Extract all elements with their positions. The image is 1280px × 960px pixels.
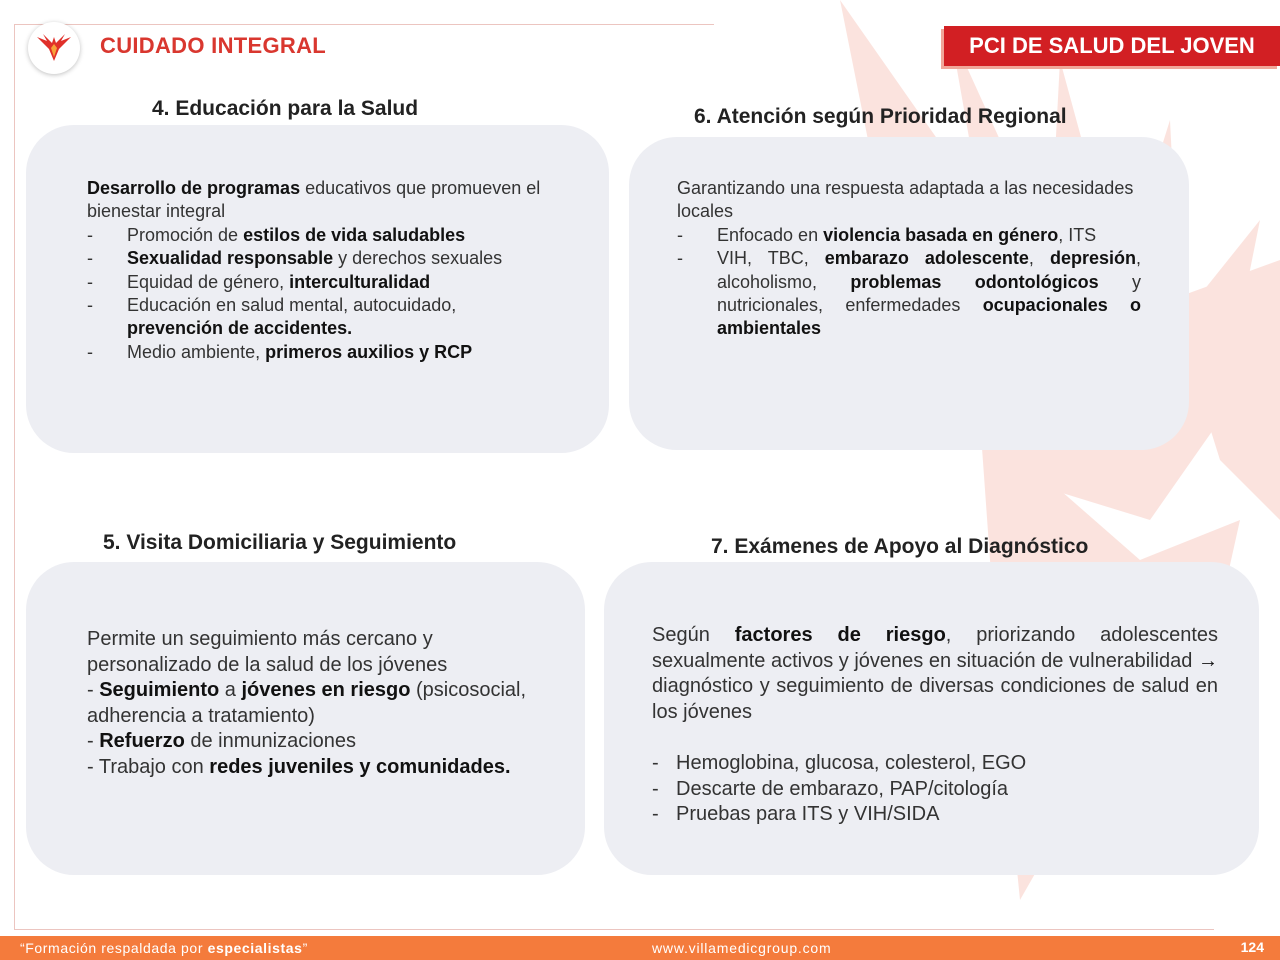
list-item: - Hemoglobina, glucosa, colesterol, EGO [652,751,1027,774]
list-item: - VIH, TBC, embarazo adolescente, depresión, alcoholismo, problemas odontológicos y nutricionales, enfermedades ocupacionales o ambientales [677,248,1141,339]
brand-title: CUIDADO INTEGRAL [100,33,327,58]
list-item: - Seguimiento a jóvenes en riesgo (psicosocial, adherencia a tratamiento) [87,679,527,727]
list-item: - Descarte de embarazo, PAP/citología [652,777,1009,800]
section-6-intro: Garantizando una respuesta adaptada a las necesidades locales [677,178,1134,222]
list-item: - Refuerzo de inmunizaciones [87,730,357,753]
list-item: - Promoción de estilos de vida saludables [87,224,466,245]
header-badge: PCI DE SALUD DEL JOVEN [944,26,1280,66]
phoenix-logo-icon [28,22,80,74]
list-item: - Trabajo con redes juveniles y comunidades. [87,755,511,778]
section-6-content [677,177,1141,341]
page-number: 124 [1240,939,1264,955]
frame-line-bottom [14,929,1214,930]
list-item: - Educación en salud mental, autocuidado, prevención de accidentes. [87,295,457,339]
section-5-title: 5. Visita Domiciliaria y Seguimiento [103,531,457,554]
section-4-title: 4. Educación para la Salud [152,97,419,120]
frame-line-left [14,24,15,929]
section-7-title: 7. Exámenes de Apoyo al Diagnóstico [711,535,1089,558]
arrow-right-icon: → [1198,649,1218,672]
section-5-intro: Permite un seguimiento más cercano y personalizado de la salud de los jóvenes [87,628,448,676]
list-item: - Pruebas para ITS y VIH/SIDA [652,803,940,826]
section-6-title: 6. Atención según Prioridad Regional [694,105,1067,128]
section-4-intro: Desarrollo de programas educativos que promueven el bienestar integral [87,178,541,222]
footer-bar [0,936,1280,960]
section-4-content [87,177,557,364]
frame-line-top [14,24,714,25]
section-7-content [652,623,1218,828]
section-7-intro: Según factores de riesgo, priorizando adolescentes sexualmente activos y jóvenes en situación de vulnerabilidad → diagnóstico y seguimiento de diversas condiciones de salud en los jóvenes [652,624,1219,723]
footer-website-link[interactable]: www.villamedicgroup.com [652,940,832,956]
list-item: - Sexualidad responsable y derechos sexuales [87,248,503,269]
footer-quote: “Formación respaldada por especialistas” [20,940,308,956]
section-5-content [87,627,562,781]
list-item: - Medio ambiente, primeros auxilios y RCP [87,341,473,362]
list-item: - Enfocado en violencia basada en género, ITS [677,224,1097,245]
list-item: - Equidad de género, interculturalidad [87,271,431,292]
